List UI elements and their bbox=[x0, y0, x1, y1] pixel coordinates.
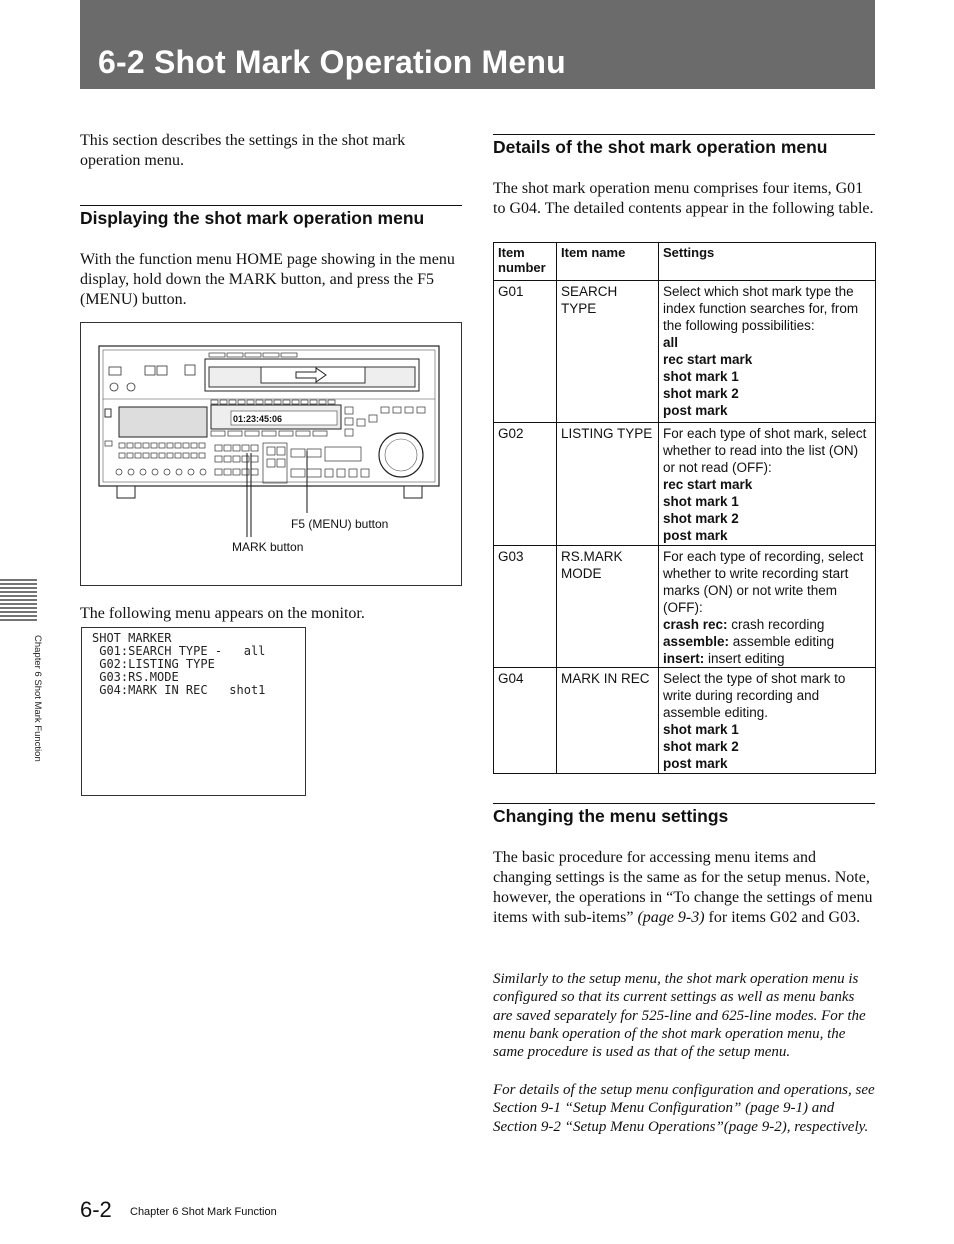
item-settings: For each type of shot mark, select whether to read into the list (ON) or not read (OFF): rec start mark shot mark 1 shot mark 2 post mark bbox=[659, 423, 876, 546]
page-reference-link[interactable]: (page 9-3) bbox=[637, 909, 705, 926]
displaying-paragraph: With the function menu HOME page showing in the menu display, hold down the MARK button, and press the F5 (MENU) button. bbox=[80, 251, 455, 308]
chapter-header-bar bbox=[80, 0, 875, 89]
option-value: shot mark 1 bbox=[663, 722, 739, 737]
option-value: all bbox=[663, 335, 679, 350]
table-row bbox=[494, 668, 876, 774]
details-paragraph: The shot mark operation menu comprises four items, G01 to G04. The detailed contents appear in the following table. bbox=[493, 180, 874, 217]
timecode-readout: 01:23:45:06 bbox=[233, 414, 283, 424]
note-setup-references: For details of the setup menu configuration and operations, see Section 9-1 “Setup Menu Configuration” (page 9-1) and Section 9-2 “Setup Menu Operations”(page 9-2), respectively. bbox=[493, 1082, 875, 1135]
table-row bbox=[494, 546, 876, 668]
item-settings: Select which shot mark type the index function searches for, from the following possibilities: all rec start mark shot mark 1 shot mark 2 post mark bbox=[659, 281, 876, 423]
item-name: SEARCH TYPE bbox=[557, 281, 659, 423]
monitor-line: G04:MARK IN REC shot1 bbox=[92, 683, 266, 697]
page-number: 6-2 bbox=[80, 1197, 112, 1222]
option-value: shot mark 1 bbox=[663, 494, 739, 509]
option-label: crash rec: bbox=[663, 617, 728, 632]
item-name: RS.MARK MODE bbox=[557, 546, 659, 668]
option-value: rec start mark bbox=[663, 352, 753, 367]
monitor-line: G02:LISTING TYPE bbox=[92, 657, 215, 671]
option-value: shot mark 2 bbox=[663, 511, 739, 526]
option-value: shot mark 1 bbox=[663, 369, 739, 384]
item-number: G04 bbox=[494, 668, 557, 774]
monitor-line: SHOT MARKER bbox=[92, 631, 172, 645]
option-value: rec start mark bbox=[663, 477, 753, 492]
monitor-menu-display bbox=[81, 627, 306, 796]
column-header: Item number bbox=[494, 243, 557, 281]
table-row bbox=[494, 281, 876, 423]
item-name: LISTING TYPE bbox=[557, 423, 659, 546]
mark-button-callout: MARK button bbox=[232, 540, 304, 554]
option-label: insert: bbox=[663, 651, 705, 666]
option-label: assemble: bbox=[663, 634, 730, 649]
sidebar-chapter-label: Chapter 6 Shot Mark Function bbox=[32, 635, 43, 762]
column-header: Item name bbox=[557, 243, 659, 281]
item-number: G03 bbox=[494, 546, 557, 668]
f5-menu-button-callout: F5 (MENU) button bbox=[291, 517, 389, 531]
page-title: 6-2 Shot Mark Operation Menu bbox=[98, 44, 566, 80]
item-settings: For each type of recording, select whether to write recording start marks (ON) or not write them (OFF): crash rec: crash recording assemble: assemble editing insert: insert editing bbox=[659, 546, 876, 668]
option-value: shot mark 2 bbox=[663, 739, 739, 754]
item-number: G02 bbox=[494, 423, 557, 546]
device-figure bbox=[80, 322, 462, 586]
monitor-line: G03:RS.MODE bbox=[92, 670, 179, 684]
note-menu-banks: Similarly to the setup menu, the shot mark operation menu is configured so that its current settings as well as menu banks are saved separately for 525-line and 625-line modes. For the menu bank operation of the shot mark operation menu, the same procedure is used as that of the setup menu. bbox=[493, 971, 866, 1061]
table-header-row bbox=[494, 243, 876, 281]
option-value: shot mark 2 bbox=[663, 386, 739, 401]
monitor-line: G01:SEARCH TYPE - all bbox=[92, 644, 266, 658]
following-menu-text: The following menu appears on the monitor. bbox=[80, 605, 365, 622]
chapter-thumb-index bbox=[0, 578, 37, 623]
details-heading: Details of the shot mark operation menu bbox=[493, 134, 875, 158]
table-row bbox=[494, 423, 876, 546]
item-number: G01 bbox=[494, 281, 557, 423]
option-value: post mark bbox=[663, 528, 728, 543]
item-settings: Select the type of shot mark to write during recording and assemble editing. shot mark 1 shot mark 2 post mark bbox=[659, 668, 876, 774]
column-header: Settings bbox=[659, 243, 876, 281]
item-name: MARK IN REC bbox=[557, 668, 659, 774]
changing-paragraph: The basic procedure for accessing menu items and changing settings is the same as for the setup menus. Note, however, the operations in “To change the settings of menu items with sub-items” (page 9-3) for items G02 and G03. bbox=[493, 849, 873, 926]
footer-chapter-label: Chapter 6 Shot Mark Function bbox=[130, 1206, 277, 1218]
intro-paragraph: This section describes the settings in the shot mark operation menu. bbox=[80, 132, 406, 169]
changing-heading: Changing the menu settings bbox=[493, 803, 875, 827]
displaying-heading: Displaying the shot mark operation menu bbox=[80, 205, 462, 229]
option-value: post mark bbox=[663, 403, 728, 418]
settings-table bbox=[493, 242, 876, 774]
option-value: post mark bbox=[663, 756, 728, 771]
